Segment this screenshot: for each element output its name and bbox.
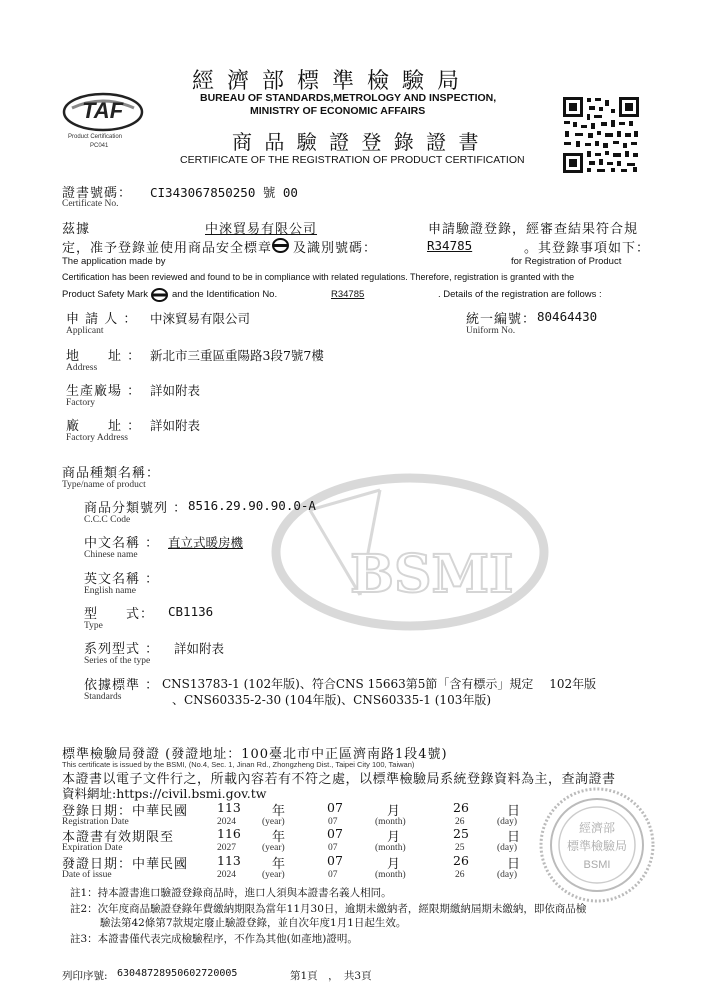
address-value: 新北市三重區重陽路3段7號7樓 [150,348,324,363]
date-day-unit: 日 [507,857,522,872]
cn-name-label-en: Chinese name [84,550,138,560]
standards-value-2: 、CNS60335-2-30 (104年版)、CNS60335-1 (103年版) [172,693,492,707]
address-label: 地 址 ： [66,349,142,364]
issuer-line-zh: 標準檢驗局發證 (發證地址：100臺北市中正區濟南路1段4號) [62,747,448,762]
factory-address-value: 詳如附表 [150,418,201,433]
cn-name-value: 直立式暖房機 [168,535,244,550]
date-year: 113 [217,853,241,868]
taf-sub-1: Product Certification [68,134,123,140]
taf-logo [62,92,144,152]
product-heading-en: Type/name of product [62,480,146,490]
date-month-unit-en: (month) [375,843,406,853]
standards-label: 依據標準 ： [84,678,160,693]
bsmi-watermark [270,470,550,635]
intro-id: R34785 [427,238,473,253]
applicant-label-en: Applicant [66,326,104,336]
date-year-en: 2027 [217,843,236,853]
date-year-unit-en: (year) [262,843,285,853]
date-day-unit: 日 [507,804,522,819]
uniform-no-label-en: Uniform No. [466,326,516,336]
date-month: 07 [327,800,343,815]
date-year-unit: 年 [272,830,287,845]
taf-sub-2: PC041 [90,143,109,149]
date-day-unit: 日 [507,830,522,845]
remark-1: 註1：持本證書進口驗證登錄商品時，進口人須與本證書名義人相同。 [70,887,392,899]
en-name-label-en: English name [84,586,136,596]
date-year-en: 2024 [217,870,236,880]
date-day-en: 25 [455,843,465,853]
print-serial-label: 列印序號: [62,970,108,982]
qr-code [561,95,641,175]
bsmi-seal [538,786,656,904]
factory-address-label: 廠 址 ： [66,419,142,434]
uniform-no-value: 80464430 [537,309,598,324]
seal-line-1: 經濟部 [578,821,616,835]
date-label-en: Date of issue [62,870,112,880]
date-day: 26 [453,853,469,868]
seal-line-2: 標準檢驗局 [566,839,628,853]
cert-no-label: 證書號碼： [62,186,133,201]
date-year: 113 [217,800,241,815]
issuer-note-1: 本證書以電子文件行之，所載內容若有不符之處，以標準檢驗局系統登錄資料為主，查詢證書 [62,772,616,787]
applicant-label: 申 請 人 ： [66,312,138,327]
date-label-zh: 登錄日期：中華民國 [62,804,189,819]
intro-en-3b: and the Identification No. [172,289,278,300]
factory-label: 生產廠場 ： [66,384,142,399]
date-label-en: Expiration Date [62,843,123,853]
intro-en-1a: The application made by [62,256,166,267]
taf-logo-text: TAF [82,98,124,123]
date-label-zh: 本證書有效期限至 [62,830,175,845]
factory-value: 詳如附表 [150,383,201,398]
cert-title-en: CERTIFICATE OF THE REGISTRATION OF PRODUCT CERTIFICATION [180,154,525,166]
address-label-en: Address [66,363,98,373]
date-year-unit-en: (year) [262,870,285,880]
safety-mark-icon [272,238,289,253]
standards-label-en: Standards [84,692,122,702]
date-day: 25 [453,826,469,841]
date-day-unit-en: (day) [497,843,518,853]
date-month-unit: 月 [387,830,402,845]
remark-3: 註3：本證書僅代表完成檢驗程序，不作為其他(如產地)證明。 [70,933,358,945]
intro-en-3id: R34785 [331,289,365,300]
date-label-zh: 發證日期：中華民國 [62,857,189,872]
intro-en-2: Certification has been reviewed and found to be in compliance with related regulations. Therefore, registration is granted with the [62,272,575,282]
remark-2b: 驗法第42條第7款規定廢止驗證登錄，並自次年度1月1日起生效。 [100,917,407,929]
intro-line2-a: 定，准予登錄並使用商品安全標章 [62,241,273,256]
type-label: 型 式： [84,607,155,622]
date-label-en: Registration Date [62,817,129,827]
date-year-unit: 年 [272,804,287,819]
date-month: 07 [327,826,343,841]
ccc-label-en: C.C.C Code [84,515,131,525]
bureau-title-en-2: MINISTRY OF ECONOMIC AFFAIRS [250,105,426,117]
type-value: CB1136 [168,604,214,619]
intro-en-3c: . Details of the registration are follows : [438,289,602,300]
product-heading: 商品種類名稱： [62,466,161,481]
standards-value-1: CNS13783-1 (102年版)、符合CNS 15663第5節「含有標示」規定 102年版 [162,677,597,691]
date-day-en: 26 [455,870,465,880]
intro-en-1b: for Registration of Product [511,256,622,267]
date-day-unit-en: (day) [497,817,518,827]
date-month-en: 07 [328,870,338,880]
series-value: 詳如附表 [174,641,225,656]
intro-line1-a: 茲據 [62,222,91,237]
date-day-en: 26 [455,817,465,827]
type-label-en: Type [84,621,103,631]
print-serial-value: 63048728950602720005 [117,968,238,979]
intro-line2-b: 及識別號碼： [293,241,378,256]
factory-label-en: Factory [66,398,96,408]
date-day-unit-en: (day) [497,870,518,880]
date-month-en: 07 [328,843,338,853]
date-day: 26 [453,800,469,815]
page-indicator: 第1頁 ， 共3頁 [290,970,372,982]
date-year-unit: 年 [272,857,287,872]
issuer-line-en: This certificate is issued by the BSMI, (No.4, Sec. 1, Jinan Rd., Zhongzheng Dist., Taipei City 100, Taiwan) [62,760,415,769]
series-label-en: Series of the type [84,656,151,666]
cn-name-label: 中文名稱 ： [84,536,160,551]
intro-line1-b: 申請驗證登錄，經審查結果符合規 [428,222,639,237]
intro-line2-c: 。其登錄事項如下： [524,241,651,256]
intro-company: 中淶貿易有限公司 [205,222,318,237]
date-month-unit: 月 [387,804,402,819]
date-month-unit: 月 [387,857,402,872]
bureau-title-en-1: BUREAU OF STANDARDS,METROLOGY AND INSPECTION, [200,92,497,104]
ccc-label: 商品分類號列 ： [84,501,188,516]
date-month: 07 [327,853,343,868]
uniform-no-label: 統一編號： [466,312,537,327]
bureau-title-zh: 經 濟 部 標 準 檢 驗 局 [192,69,462,94]
date-year: 116 [217,826,241,841]
factory-address-label-en: Factory Address [66,433,129,443]
date-month-unit-en: (month) [375,870,406,880]
cert-no-value: CI343067850250 號 00 [150,185,298,200]
applicant-value: 中淶貿易有限公司 [150,311,251,326]
cert-no-label-en: Certificate No. [62,199,119,209]
bsmi-watermark-text: BSMI [350,544,514,605]
remark-2a: 註2：次年度商品驗證登錄年費繳納期限為當年11月30日，逾期未繳納者，經限期繳納屆期未繳納，即依商品檢 [70,903,587,915]
date-year-en: 2024 [217,817,236,827]
ccc-value: 8516.29.90.90.0-A [188,498,316,513]
intro-en-3a: Product Safety Mark [62,289,149,300]
date-month-unit-en: (month) [375,817,406,827]
cert-title-zh: 商 品 驗 證 登 錄 證 書 [232,130,482,154]
date-year-unit-en: (year) [262,817,285,827]
seal-line-3: BSMI [583,859,611,871]
en-name-label: 英文名稱 ： [84,572,160,587]
date-month-en: 07 [328,817,338,827]
series-label: 系列型式 ： [84,642,160,657]
issuer-note-2: 資料網址:https://civil.bsmi.gov.tw [62,786,267,801]
safety-mark-icon-en [151,287,168,301]
